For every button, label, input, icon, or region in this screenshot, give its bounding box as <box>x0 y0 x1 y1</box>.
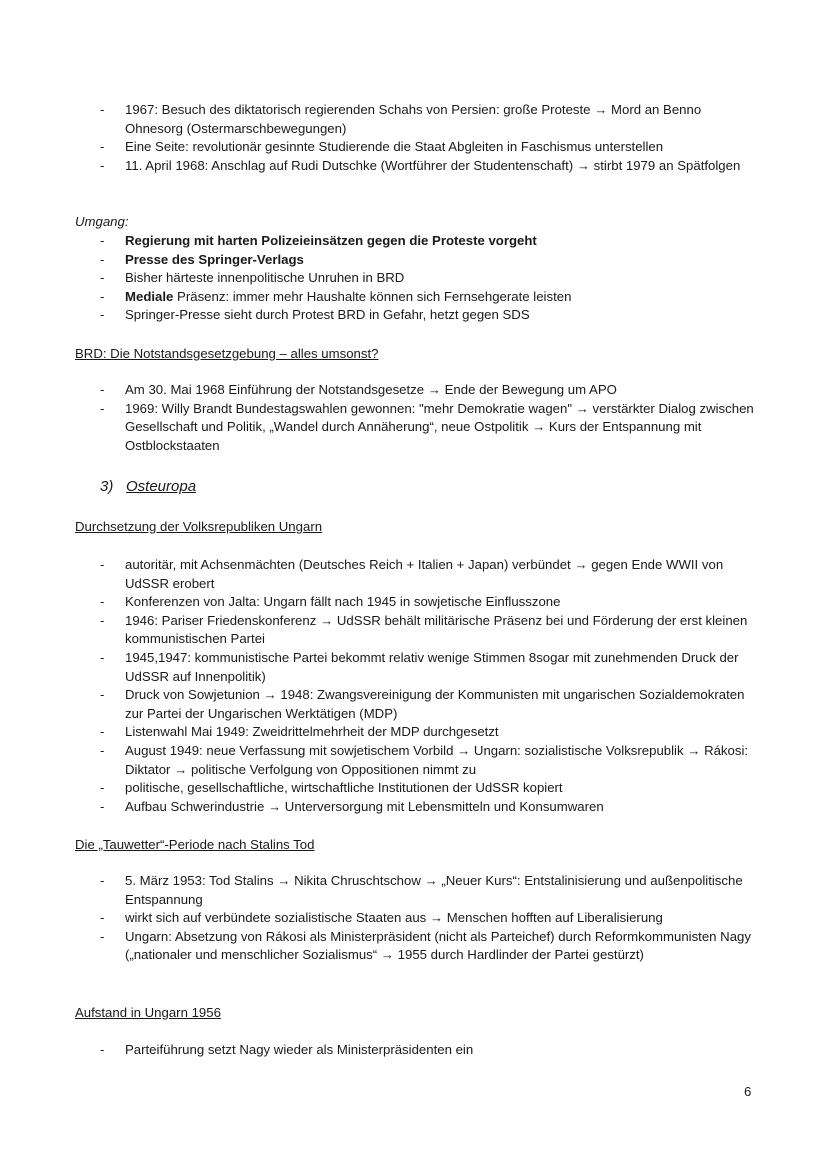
list-item: - autoritär, mit Achsenmächten (Deutsches Reich + Italien + Japan) verbündet → gegen Ende WWII von UdSSR erobert <box>0 556 828 593</box>
list-item: - 1945,1947: kommunistische Partei bekommt relativ wenige Stimmen 8sogar mit zunehmenden Druck der UdSSR auf Innenpolitik) <box>0 649 828 686</box>
list-item: - 11. April 1968: Anschlag auf Rudi Dutschke (Wortführer der Studentenschaft) → stirbt 1979 an Spätfolgen <box>0 157 828 176</box>
list-item: - Eine Seite: revolutionär gesinnte Studierende die Staat Abgleiten in Faschismus unterstellen <box>0 138 828 157</box>
list-item: - August 1949: neue Verfassung mit sowjetischem Vorbild → Ungarn: sozialistische Volksrepublik → Rákosi: Diktator → politische Verfolgung von Oppositionen nimmt zu <box>0 742 828 779</box>
list-item: - 1967: Besuch des diktatorisch regierenden Schahs von Persien: große Proteste → Mord an Benno Ohnesorg (Ostermarschbewegungen) <box>0 101 828 138</box>
section-number: 3) <box>100 478 114 495</box>
aufstand-list <box>0 1041 828 1060</box>
list-item: - wirkt sich auf verbündete sozialistische Staaten aus → Menschen hofften auf Liberalisierung <box>0 909 828 928</box>
notstand-heading: BRD: Die Notstandsgesetzgebung – alles umsonst? <box>75 346 379 361</box>
notstand-list <box>0 381 828 455</box>
list-item: - Listenwahl Mai 1949: Zweidrittelmehrheit der MDP durchgesetzt <box>0 723 828 742</box>
list-item: - Ungarn: Absetzung von Rákosi als Ministerpräsident (nicht als Parteichef) durch Reformkommunisten Nagy („nationaler und menschlicher Sozialismus“ → 1955 durch Hardlinder der Partei gestürzt) <box>0 928 828 965</box>
section-heading <box>100 477 196 497</box>
umgang-list <box>0 232 828 325</box>
page-number: 6 <box>744 1084 752 1099</box>
list-item: - Am 30. Mai 1968 Einführung der Notstandsgesetze → Ende der Bewegung um APO <box>0 381 828 400</box>
tauwetter-list <box>0 872 828 965</box>
ungarn-heading: Durchsetzung der Volksrepubliken Ungarn <box>75 519 323 534</box>
list-item: - Konferenzen von Jalta: Ungarn fällt nach 1945 in sowjetische Einflusszone <box>0 593 828 612</box>
list-item: - Springer-Presse sieht durch Protest BRD in Gefahr, hetzt gegen SDS <box>0 306 828 325</box>
ungarn-list <box>0 556 828 816</box>
list-item: - 1969: Willy Brandt Bundestagswahlen gewonnen: "mehr Demokratie wagen" → verstärkter Dialog zwischen Gesellschaft und Politik, „Wandel durch Annäherung“, neue Ostpolitik → Kurs der Entspannung mit Ostblockstaaten <box>0 400 828 456</box>
list-item: - Aufbau Schwerindustrie → Unterversorgung mit Lebensmitteln und Konsumwaren <box>0 798 828 817</box>
list-item: - Druck von Sowjetunion → 1948: Zwangsvereinigung der Kommunisten mit ungarischen Sozialdemokraten zur Partei der Ungarischen Werktätigen (MDP) <box>0 686 828 723</box>
list-item: - politische, gesellschaftliche, wirtschaftliche Institutionen der UdSSR kopiert <box>0 779 828 798</box>
aufstand-heading: Aufstand in Ungarn 1956 <box>75 1005 221 1020</box>
protest-list <box>0 101 828 175</box>
list-item: - Bisher härteste innenpolitische Unruhen in BRD <box>0 269 828 288</box>
list-item: - Presse des Springer-Verlags <box>0 251 828 270</box>
list-item: - 1946: Pariser Friedenskonferenz → UdSSR behält militärische Präsenz bei und Förderung der erst kleinen kommunistischen Partei <box>0 612 828 649</box>
umgang-label: Umgang: <box>75 214 129 229</box>
list-item: - 5. März 1953: Tod Stalins → Nikita Chruschtschow → „Neuer Kurs“: Entstalinisierung und außenpolitische Entspannung <box>0 872 828 909</box>
list-item: - Parteiführung setzt Nagy wieder als Ministerpräsidenten ein <box>0 1041 828 1060</box>
tauwetter-heading: Die „Tauwetter“-Periode nach Stalins Tod <box>75 837 315 852</box>
section-title: Osteuropa <box>126 478 197 495</box>
list-item: - Mediale Präsenz: immer mehr Haushalte können sich Fernsehgerate leisten <box>0 288 828 307</box>
list-item: - Regierung mit harten Polizeieinsätzen gegen die Proteste vorgeht <box>0 232 828 251</box>
